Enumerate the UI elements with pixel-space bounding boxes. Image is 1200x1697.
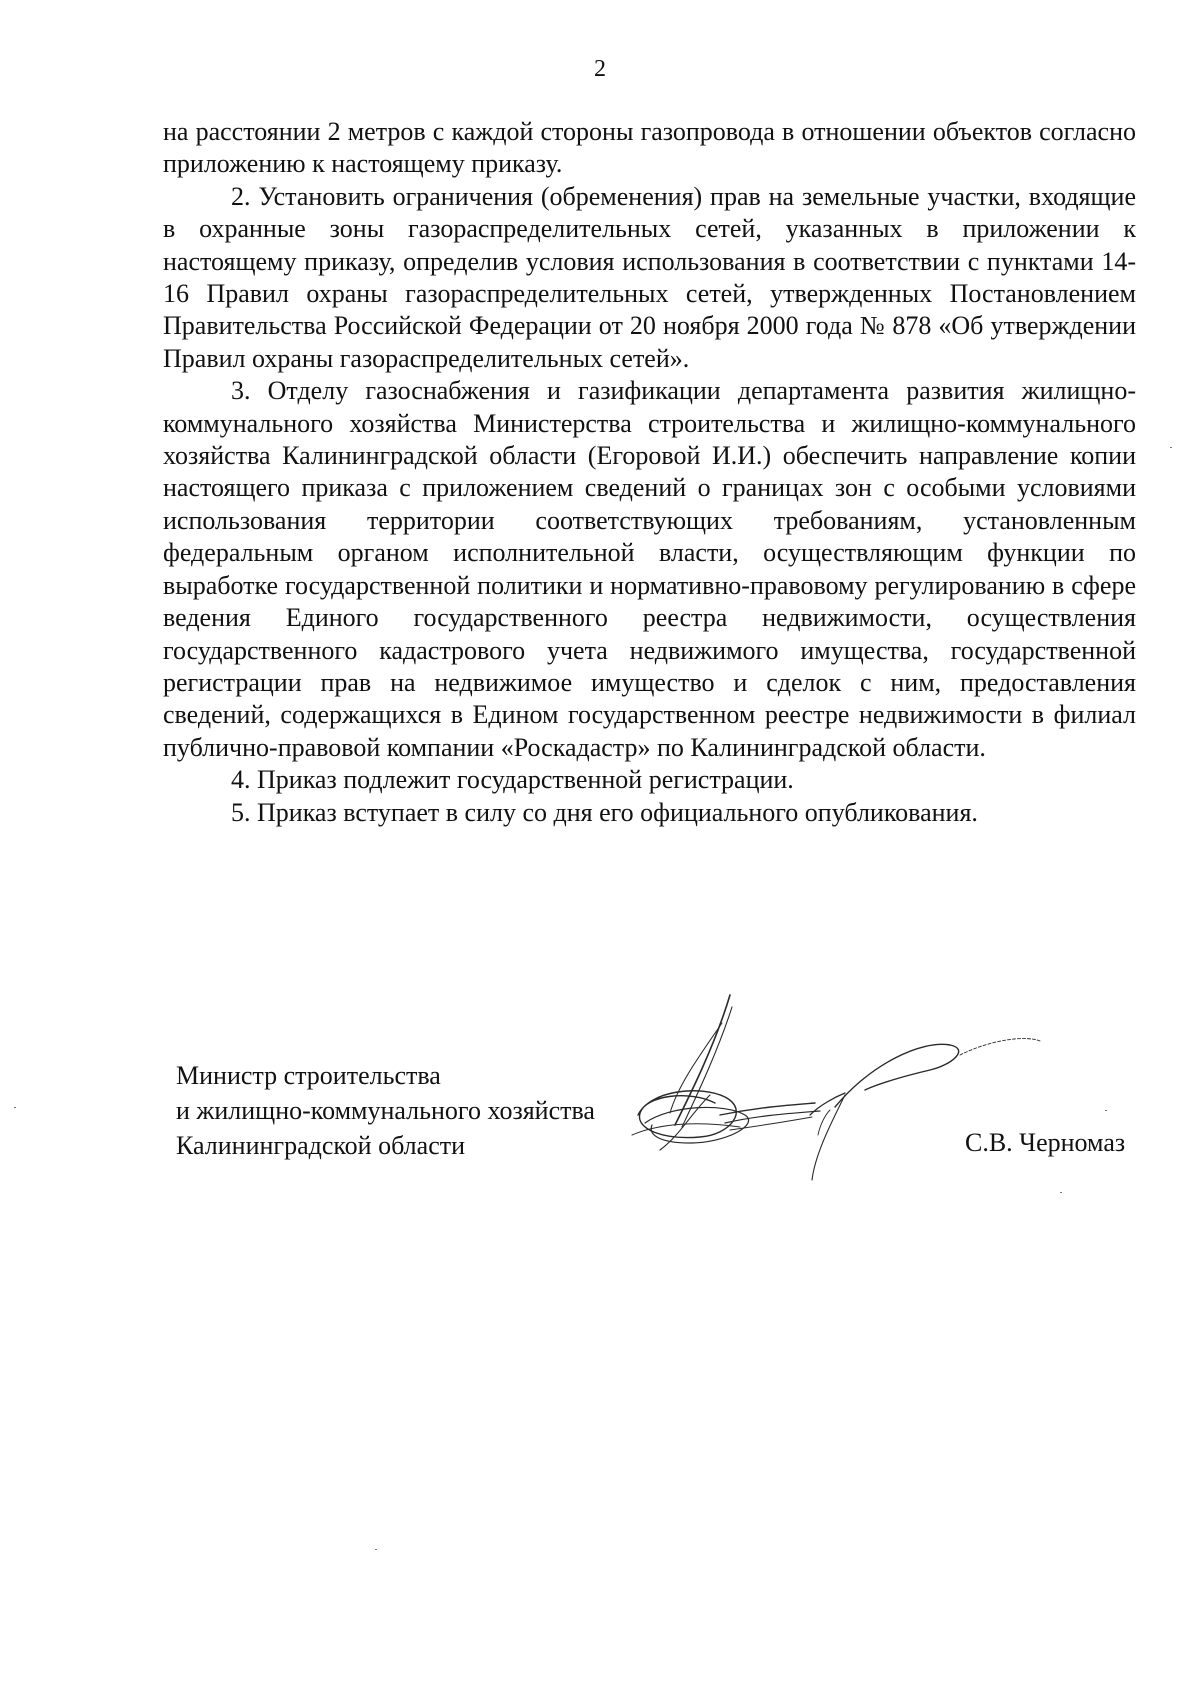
scan-speck bbox=[1170, 447, 1172, 448]
document-body bbox=[163, 116, 1136, 829]
scan-speck bbox=[14, 1107, 16, 1108]
page-number: 2 bbox=[594, 56, 606, 82]
scan-speck bbox=[1060, 1192, 1062, 1193]
signatory-title-line: Министр строительства bbox=[176, 1061, 441, 1090]
signatory-title-line: и жилищно-коммунального хозяйства bbox=[176, 1096, 595, 1125]
paragraph-item-4: 4. Приказ подлежит государственной регистрации. bbox=[231, 765, 794, 795]
paragraph-item-2: 2. Установить ограничения (обременения) прав на земельные участки, входящие в охранные зоны газораспределительных сетей, указанных в приложении к настоящему приказу, определив условия использования в соответствии с пунктами 14-16 Правил охраны газораспределительных сетей, утвержденных Постановлением Правительства Российской Федерации от 20 ноября 2000 года № 878 «Об утверждении Правил охраны газораспределительных сетей». bbox=[163, 181, 1136, 373]
paragraph-item-5: 5. Приказ вступает в силу со дня его официального опубликования. bbox=[231, 797, 978, 827]
scan-speck bbox=[375, 1549, 377, 1550]
signatory-name: С.В. Черномаз bbox=[965, 1128, 1126, 1157]
paragraph-item-3: 3. Отделу газоснабжения и газификации департамента развития жилищно-коммунального хозяйства Министерства строительства и жилищно-коммунального хозяйства Калининградской области (Егоровой И.И.) обеспечить направление копии настоящего приказа с приложением сведений о границах зон с особыми условиями использования территории соответствующих требованиям, установленным федеральным органом исполнительной власти, осуществляющим функции по выработке государственной политики и нормативно-правовому регулированию в сфере ведения Единого государственного реестра недвижимости, осуществления государственного кадастрового учета недвижимого имущества, государственной регистрации прав на недвижимое имущество и сделок с ним, предоставления сведений, содержащихся в Едином государственном реестре недвижимости в филиал публично-правовой компании «Роскадастр» по Калининградской области. bbox=[163, 376, 1136, 762]
paragraph-continuation: на расстоянии 2 метров с каждой стороны газопровода в отношении объектов согласно приложению к настоящему приказу. bbox=[163, 117, 1136, 179]
signatory-title bbox=[176, 1058, 595, 1163]
signatory-title-line: Калининградской области bbox=[176, 1131, 466, 1160]
scan-speck bbox=[1105, 1110, 1107, 1111]
